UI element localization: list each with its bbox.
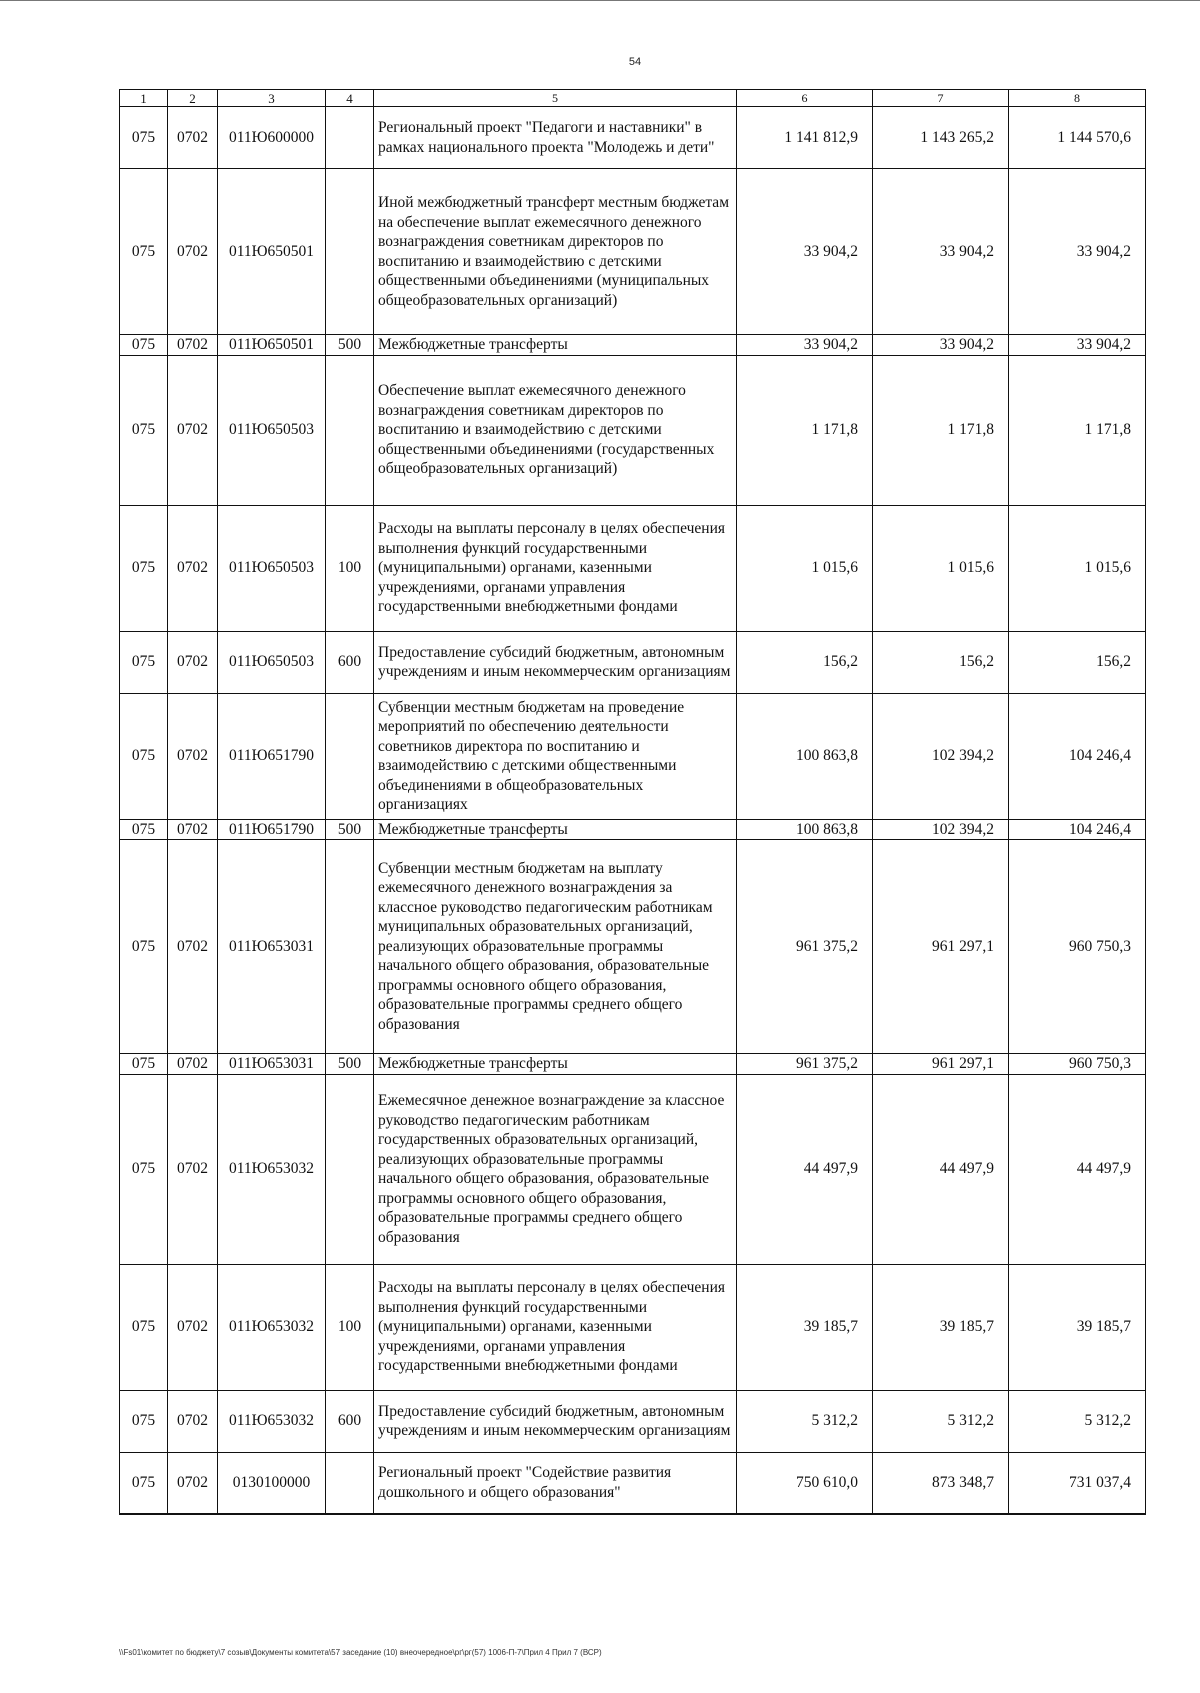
amount-year3-cell: 44 497,9 — [1009, 1074, 1146, 1264]
section-code-cell: 0702 — [168, 631, 218, 693]
top-rule — [0, 0, 1200, 1]
ministry-code-cell: 075 — [120, 1452, 168, 1514]
description-cell: Субвенции местным бюджетам на проведение мероприятий по обеспечению деятельности советников директора по воспитанию и взаимодействию с детскими общественными объединениями в общеобразовательных организациях — [374, 693, 737, 819]
page-number: 54 — [628, 56, 642, 68]
column-header: 8 — [1009, 90, 1146, 107]
ministry-code-cell: 075 — [120, 169, 168, 335]
amount-year3-cell: 39 185,7 — [1009, 1264, 1146, 1390]
target-code-cell: 011Ю653032 — [218, 1074, 326, 1264]
amount-year3-cell: 104 246,4 — [1009, 693, 1146, 819]
table-row — [120, 840, 1146, 1054]
ministry-code-cell: 075 — [120, 693, 168, 819]
amount-year1-cell: 961 375,2 — [737, 1054, 873, 1075]
target-code-cell: 011Ю651790 — [218, 693, 326, 819]
target-code-cell: 011Ю653032 — [218, 1264, 326, 1390]
amount-year2-cell: 39 185,7 — [873, 1264, 1009, 1390]
section-code-cell: 0702 — [168, 169, 218, 335]
column-header: 3 — [218, 90, 326, 107]
expense-type-cell — [326, 840, 374, 1054]
column-header: 7 — [873, 90, 1009, 107]
amount-year1-cell: 100 863,8 — [737, 693, 873, 819]
section-code-cell: 0702 — [168, 1452, 218, 1514]
description-cell: Предоставление субсидий бюджетным, автономным учреждениям и иным некоммерческим организациям — [374, 631, 737, 693]
amount-year2-cell: 44 497,9 — [873, 1074, 1009, 1264]
description-cell: Межбюджетные трансферты — [374, 1054, 737, 1075]
amount-year3-cell: 5 312,2 — [1009, 1390, 1146, 1452]
table-row — [120, 1074, 1146, 1264]
ministry-code-cell: 075 — [120, 355, 168, 505]
ministry-code-cell: 075 — [120, 505, 168, 631]
expense-type-cell — [326, 1452, 374, 1514]
amount-year1-cell: 1 171,8 — [737, 355, 873, 505]
amount-year2-cell: 873 348,7 — [873, 1452, 1009, 1514]
table-row — [120, 107, 1146, 169]
expense-type-cell — [326, 355, 374, 505]
amount-year1-cell: 100 863,8 — [737, 819, 873, 840]
description-cell: Межбюджетные трансферты — [374, 335, 737, 356]
column-header: 4 — [326, 90, 374, 107]
table-row — [120, 693, 1146, 819]
amount-year2-cell: 102 394,2 — [873, 693, 1009, 819]
footer-file-path: \\Fs01\комитет по бюджету\7 созыв\Документы комитета\57 заседание (10) внеочередное\рг\рг(57) 1006-П-7\Прил 4 Прил 7 (ВСР) — [119, 1648, 602, 1657]
table-row — [120, 169, 1146, 335]
amount-year2-cell: 33 904,2 — [873, 335, 1009, 356]
amount-year1-cell: 39 185,7 — [737, 1264, 873, 1390]
amount-year3-cell: 1 171,8 — [1009, 355, 1146, 505]
amount-year1-cell: 750 610,0 — [737, 1452, 873, 1514]
target-code-cell: 011Ю651790 — [218, 819, 326, 840]
ministry-code-cell: 075 — [120, 1054, 168, 1075]
amount-year1-cell: 961 375,2 — [737, 840, 873, 1054]
amount-year2-cell: 961 297,1 — [873, 1054, 1009, 1075]
expense-type-cell: 500 — [326, 819, 374, 840]
table-row — [120, 819, 1146, 840]
amount-year3-cell: 33 904,2 — [1009, 335, 1146, 356]
expense-type-cell: 600 — [326, 1390, 374, 1452]
target-code-cell: 011Ю650501 — [218, 169, 326, 335]
amount-year3-cell: 731 037,4 — [1009, 1452, 1146, 1514]
amount-year1-cell: 5 312,2 — [737, 1390, 873, 1452]
section-code-cell: 0702 — [168, 840, 218, 1054]
amount-year2-cell: 102 394,2 — [873, 819, 1009, 840]
amount-year2-cell: 961 297,1 — [873, 840, 1009, 1054]
target-code-cell: 011Ю653031 — [218, 840, 326, 1054]
section-code-cell: 0702 — [168, 693, 218, 819]
target-code-cell: 011Ю653032 — [218, 1390, 326, 1452]
description-cell: Обеспечение выплат ежемесячного денежного вознаграждения советникам директоров по воспитанию и взаимодействию с детскими общественными объединениями (государственных общеобразовательных организаций) — [374, 355, 737, 505]
target-code-cell: 0130100000 — [218, 1452, 326, 1514]
ministry-code-cell: 075 — [120, 840, 168, 1054]
expense-type-cell — [326, 693, 374, 819]
description-cell: Субвенции местным бюджетам на выплату ежемесячного денежного вознаграждения за классное руководство педагогическим работникам муниципальных образовательных организаций, реализующих образовательные программы начального общего образования, образовательные программы основного общего образования, образовательные программы среднего общего образования — [374, 840, 737, 1054]
expense-type-cell: 500 — [326, 1054, 374, 1075]
target-code-cell: 011Ю653031 — [218, 1054, 326, 1075]
expense-type-cell: 600 — [326, 631, 374, 693]
section-code-cell: 0702 — [168, 1264, 218, 1390]
table-row — [120, 1452, 1146, 1514]
description-cell: Иной межбюджетный трансферт местным бюджетам на обеспечение выплат ежемесячного денежного вознаграждения советникам директоров по воспитанию и взаимодействию с детскими общественными объединениями (муниципальных общеобразовательных организаций) — [374, 169, 737, 335]
header-row — [120, 90, 1146, 107]
amount-year1-cell: 1 141 812,9 — [737, 107, 873, 169]
expense-type-cell: 100 — [326, 1264, 374, 1390]
expense-type-cell — [326, 107, 374, 169]
section-code-cell: 0702 — [168, 819, 218, 840]
section-code-cell: 0702 — [168, 355, 218, 505]
amount-year2-cell: 1 143 265,2 — [873, 107, 1009, 169]
amount-year2-cell: 5 312,2 — [873, 1390, 1009, 1452]
amount-year1-cell: 33 904,2 — [737, 335, 873, 356]
amount-year1-cell: 33 904,2 — [737, 169, 873, 335]
table-row — [120, 631, 1146, 693]
ministry-code-cell: 075 — [120, 1264, 168, 1390]
description-cell: Предоставление субсидий бюджетным, автономным учреждениям и иным некоммерческим организациям — [374, 1390, 737, 1452]
section-code-cell: 0702 — [168, 505, 218, 631]
target-code-cell: 011Ю650503 — [218, 631, 326, 693]
amount-year2-cell: 156,2 — [873, 631, 1009, 693]
target-code-cell: 011Ю650503 — [218, 505, 326, 631]
amount-year3-cell: 104 246,4 — [1009, 819, 1146, 840]
target-code-cell: 011Ю650501 — [218, 335, 326, 356]
ministry-code-cell: 075 — [120, 1074, 168, 1264]
expense-type-cell: 500 — [326, 335, 374, 356]
amount-year1-cell: 1 015,6 — [737, 505, 873, 631]
table-row — [120, 335, 1146, 356]
target-code-cell: 011Ю600000 — [218, 107, 326, 169]
amount-year3-cell: 156,2 — [1009, 631, 1146, 693]
amount-year3-cell: 33 904,2 — [1009, 169, 1146, 335]
amount-year3-cell: 1 015,6 — [1009, 505, 1146, 631]
ministry-code-cell: 075 — [120, 1390, 168, 1452]
section-code-cell: 0702 — [168, 1054, 218, 1075]
description-cell: Региональный проект "Педагоги и наставники" в рамках национального проекта "Молодежь и дети" — [374, 107, 737, 169]
description-cell: Ежемесячное денежное вознаграждение за классное руководство педагогическим работникам государственных образовательных организаций, реализующих образовательные программы начального общего образования, образовательные программы основного общего образования, образовательные программы среднего общего образования — [374, 1074, 737, 1264]
amount-year2-cell: 1 171,8 — [873, 355, 1009, 505]
table-row — [120, 355, 1146, 505]
table-row — [120, 1264, 1146, 1390]
description-cell: Региональный проект "Содействие развития дошкольного и общего образования" — [374, 1452, 737, 1514]
column-header: 6 — [737, 90, 873, 107]
section-code-cell: 0702 — [168, 1390, 218, 1452]
amount-year3-cell: 960 750,3 — [1009, 1054, 1146, 1075]
section-code-cell: 0702 — [168, 1074, 218, 1264]
section-code-cell: 0702 — [168, 107, 218, 169]
ministry-code-cell: 075 — [120, 335, 168, 356]
description-cell: Расходы на выплаты персоналу в целях обеспечения выполнения функций государственными (муниципальными) органами, казенными учреждениями, органами управления государственными внебюджетными фондами — [374, 505, 737, 631]
table-row — [120, 1390, 1146, 1452]
column-header: 1 — [120, 90, 168, 107]
amount-year1-cell: 44 497,9 — [737, 1074, 873, 1264]
expense-type-cell: 100 — [326, 505, 374, 631]
ministry-code-cell: 075 — [120, 631, 168, 693]
column-header: 5 — [374, 90, 737, 107]
ministry-code-cell: 075 — [120, 107, 168, 169]
amount-year3-cell: 960 750,3 — [1009, 840, 1146, 1054]
amount-year2-cell: 33 904,2 — [873, 169, 1009, 335]
amount-year2-cell: 1 015,6 — [873, 505, 1009, 631]
amount-year3-cell: 1 144 570,6 — [1009, 107, 1146, 169]
budget-table — [119, 89, 1146, 1515]
column-header: 2 — [168, 90, 218, 107]
expense-type-cell — [326, 169, 374, 335]
table-row — [120, 505, 1146, 631]
table-body — [120, 107, 1146, 1515]
table-row — [120, 1054, 1146, 1075]
ministry-code-cell: 075 — [120, 819, 168, 840]
description-cell: Межбюджетные трансферты — [374, 819, 737, 840]
target-code-cell: 011Ю650503 — [218, 355, 326, 505]
expense-type-cell — [326, 1074, 374, 1264]
section-code-cell: 0702 — [168, 335, 218, 356]
amount-year1-cell: 156,2 — [737, 631, 873, 693]
description-cell: Расходы на выплаты персоналу в целях обеспечения выполнения функций государственными (муниципальными) органами, казенными учреждениями, органами управления государственными внебюджетными фондами — [374, 1264, 737, 1390]
